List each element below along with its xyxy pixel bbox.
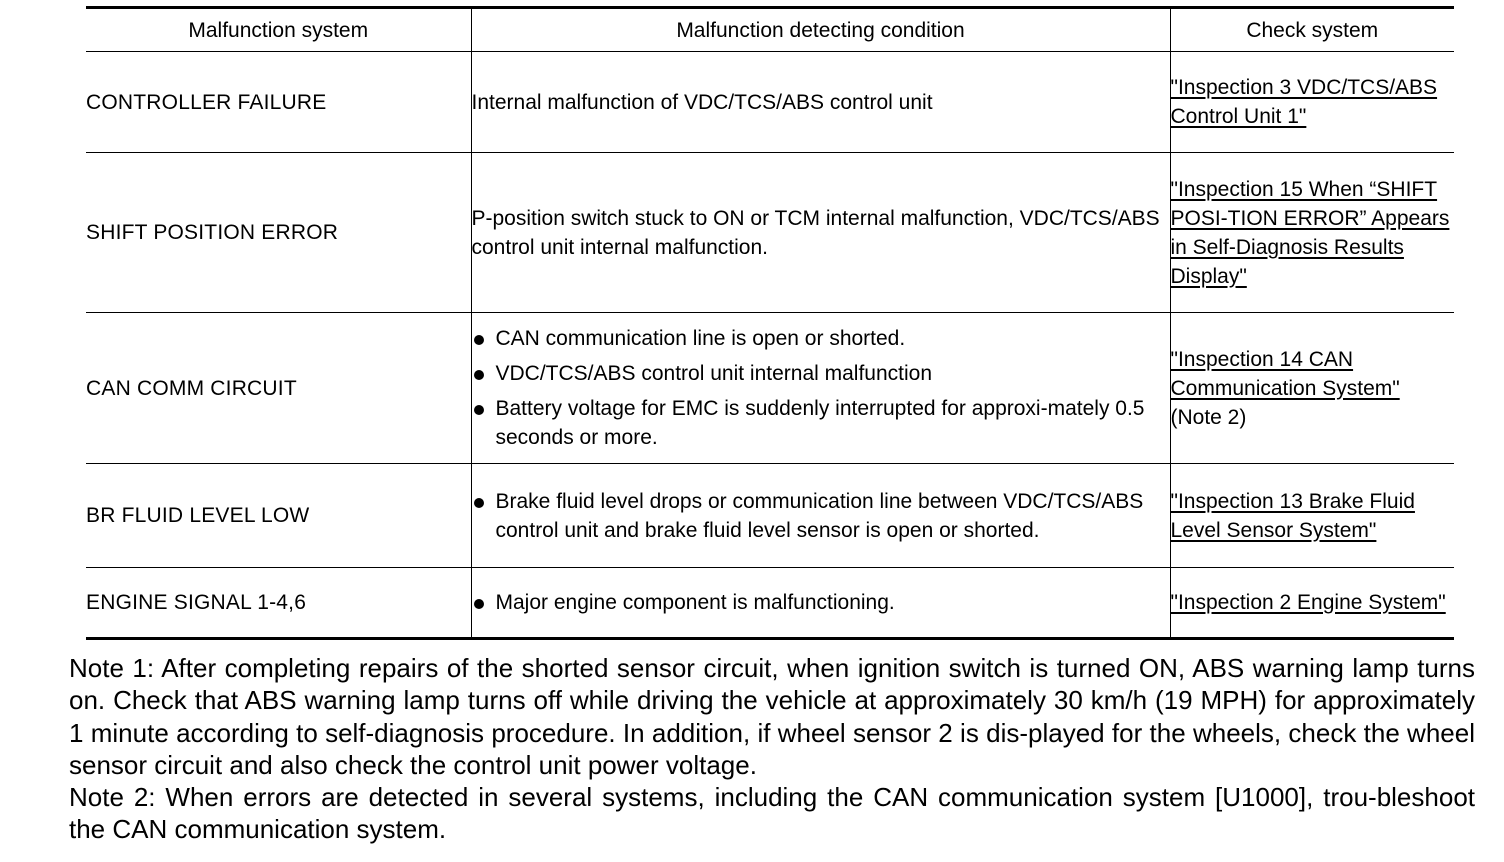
- header-malfunction-system: Malfunction system: [86, 8, 471, 52]
- detecting-condition-cell: P-position switch stuck to ON or TCM internal malfunction, VDC/TCS/ABS control unit internal malfunction.: [471, 153, 1170, 313]
- check-note-ref: (Note 2): [1170, 405, 1247, 429]
- header-check-system: Check system: [1170, 8, 1454, 52]
- inspection-link[interactable]: "Inspection 3 VDC/TCS/ABS Control Unit 1": [1170, 76, 1438, 128]
- check-system-cell: [1170, 52, 1454, 153]
- diagnosis-table: [86, 6, 1454, 640]
- diagnosis-table-container: [86, 6, 1454, 640]
- malfunction-system-cell: BR FLUID LEVEL LOW: [86, 464, 471, 568]
- table-row: [86, 568, 1454, 639]
- note-2: Note 2: When errors are detected in several systems, including the CAN communication system [U1000], trou-bleshoot the CAN communication system.: [69, 782, 1475, 845]
- table-row: [86, 52, 1454, 153]
- detecting-condition-cell: [471, 464, 1170, 568]
- table-row: [86, 153, 1454, 313]
- list-item: VDC/TCS/ABS control unit internal malfunction: [472, 359, 1170, 388]
- detecting-condition-cell: [471, 313, 1170, 464]
- malfunction-system-cell: CONTROLLER FAILURE: [86, 52, 471, 153]
- table-header-row: [86, 8, 1454, 52]
- detecting-condition-cell: Internal malfunction of VDC/TCS/ABS control unit: [471, 52, 1170, 153]
- check-system-cell: [1170, 568, 1454, 639]
- list-item: CAN communication line is open or shorted.: [472, 324, 1170, 353]
- table-row: [86, 464, 1454, 568]
- list-item: Battery voltage for EMC is suddenly interrupted for approxi-mately 0.5 seconds or more.: [472, 394, 1170, 452]
- table-row: [86, 313, 1454, 464]
- list-item: Brake fluid level drops or communication line between VDC/TCS/ABS control unit and brake fluid level sensor is open or shorted.: [472, 487, 1170, 545]
- inspection-link[interactable]: "Inspection 2 Engine System": [1170, 591, 1446, 614]
- inspection-link[interactable]: "Inspection 15 When “SHIFT POSI-TION ERROR” Appears in Self-Diagnosis Results Display": [1170, 177, 1450, 288]
- condition-bullet-list: [472, 324, 1170, 452]
- note-1: Note 1: After completing repairs of the shorted sensor circuit, when ignition switch is turned ON, ABS warning lamp turns on. Check that ABS warning lamp turns off while driving the vehicle at approximately 30 km/h (19 MPH) for approximately 1 minute according to self-diagnosis procedure. In addition, if wheel sensor 2 is dis-played for the wheels, check the wheel sensor circuit and also check the control unit power voltage.: [69, 653, 1475, 780]
- check-system-cell: [1170, 464, 1454, 568]
- inspection-link[interactable]: "Inspection 13 Brake Fluid Level Sensor System": [1170, 489, 1415, 542]
- header-detecting-condition: Malfunction detecting condition: [471, 8, 1170, 52]
- check-system-cell: [1170, 313, 1454, 464]
- malfunction-system-cell: ENGINE SIGNAL 1-4,6: [86, 568, 471, 639]
- condition-bullet-list: [472, 588, 1170, 617]
- check-system-cell: [1170, 153, 1454, 313]
- malfunction-system-cell: SHIFT POSITION ERROR: [86, 153, 471, 313]
- malfunction-system-cell: CAN COMM CIRCUIT: [86, 313, 471, 464]
- detecting-condition-cell: [471, 568, 1170, 639]
- list-item: Major engine component is malfunctioning.: [472, 588, 1170, 617]
- notes-section: [69, 652, 1475, 846]
- inspection-link[interactable]: "Inspection 14 CAN Communication System": [1170, 347, 1400, 400]
- condition-bullet-list: [472, 487, 1170, 545]
